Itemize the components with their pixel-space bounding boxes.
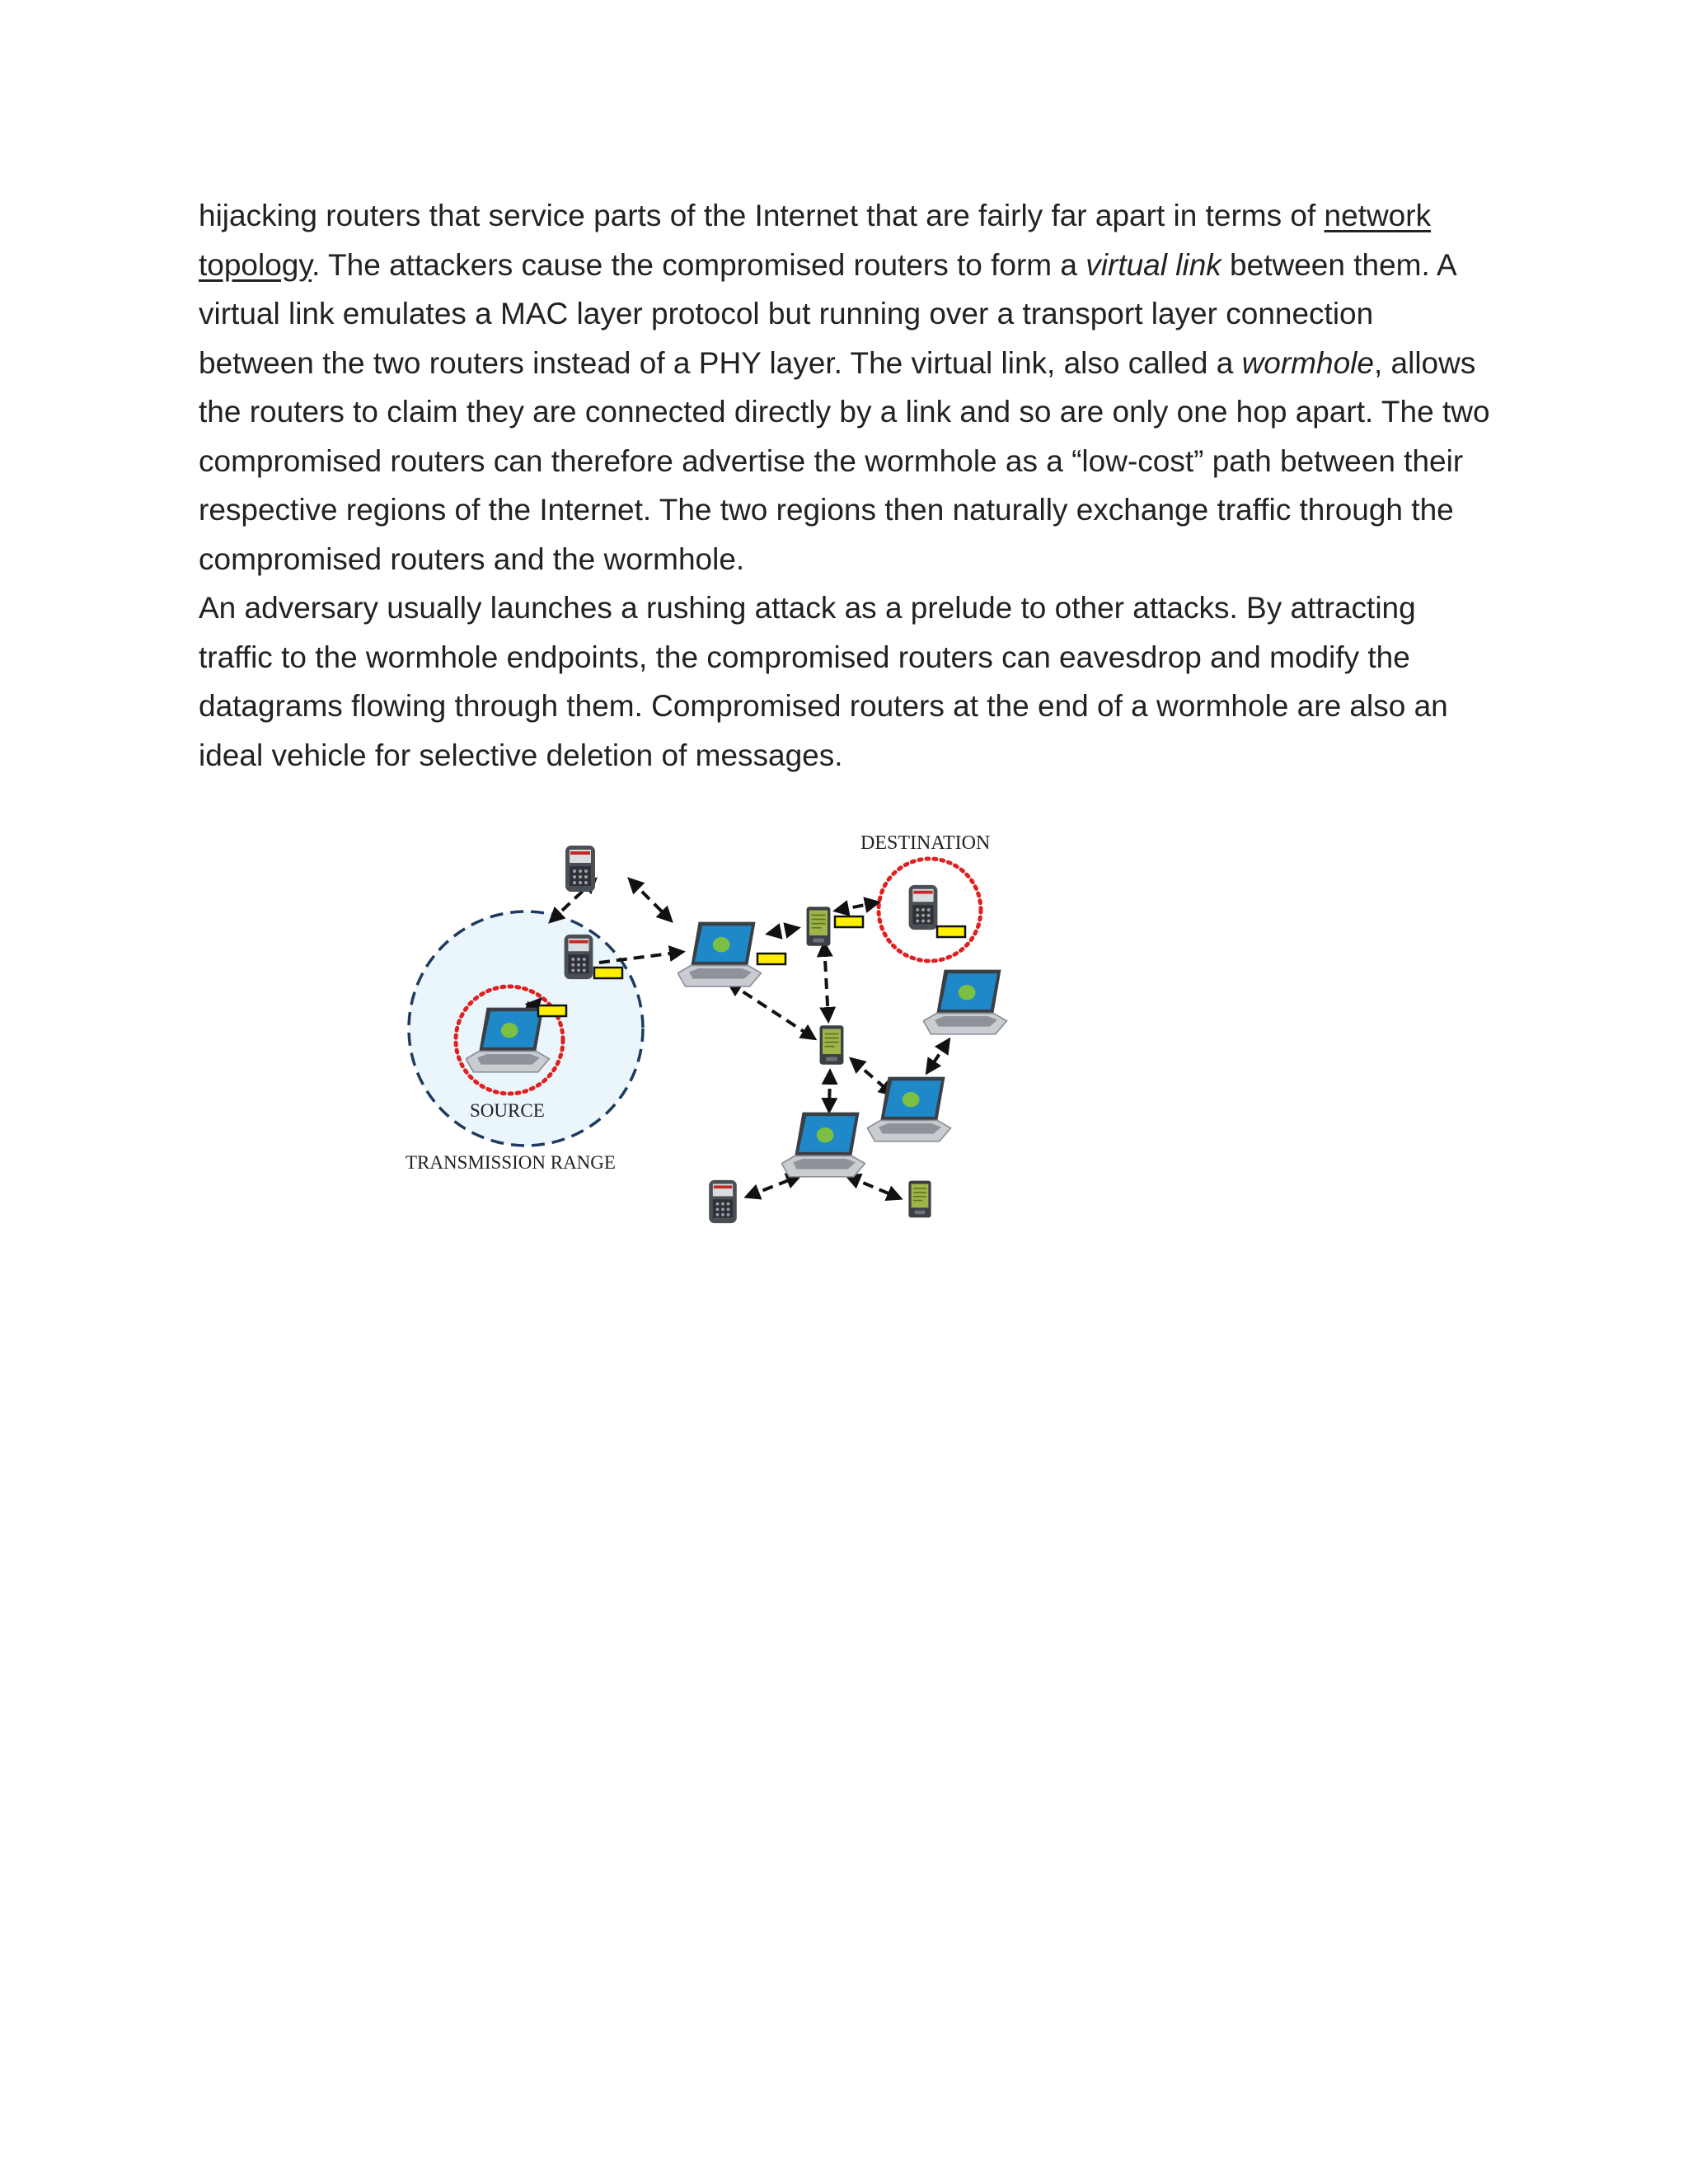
packet <box>937 926 965 937</box>
text-line: virtual link emulates a MAC layer protocol but running over a transport layer connection <box>199 297 1374 330</box>
right-laptop-icon <box>923 970 1006 1034</box>
link-bottom-pda <box>847 1176 900 1198</box>
link-laptop-pda <box>729 982 814 1038</box>
compromised-laptop-icon <box>678 922 761 987</box>
middle-pda-icon <box>820 1025 844 1065</box>
text-line: datagrams flowing through them. Compromised routers at the end of a wormhole are also an <box>199 689 1448 723</box>
top-phone-icon <box>565 846 595 892</box>
link-top-phone-right <box>630 879 671 921</box>
text-line <box>199 191 1501 241</box>
text-line <box>199 339 1501 388</box>
bottom-laptop-icon <box>781 1113 865 1177</box>
text-span: hijacking routers that service parts of the Internet that are fairly far apart in terms of <box>199 199 1325 232</box>
link-right-laptops <box>927 1040 949 1072</box>
network-diagram-svg <box>387 816 1047 1236</box>
text-line: compromised routers and the wormhole. <box>199 541 745 576</box>
wormhole-pda-icon <box>807 907 831 946</box>
packet <box>757 954 785 964</box>
destination-label: DESTINATION <box>860 832 991 854</box>
link-pda-vertical <box>824 944 828 1020</box>
bottom-phone-icon <box>709 1180 737 1223</box>
text-line: the routers to claim they are connected directly by a link and so are only one hop apart. The two <box>199 395 1490 429</box>
text-line <box>199 241 1501 290</box>
link-destination <box>836 902 878 911</box>
text-line: traffic to the wormhole endpoints, the compromised routers can eavesdrop and modify the <box>199 640 1410 674</box>
network-topology-link[interactable]: network <box>1324 199 1432 232</box>
text-span: between the two routers instead of a PHY layer. The virtual link, also called a <box>199 345 1242 380</box>
wormhole-term: wormhole <box>1241 345 1374 380</box>
text-line: compromised routers can therefore advertise the wormhole as a “low-cost” path between their <box>199 443 1464 478</box>
text-line: ideal vehicle for selective deletion of messages. <box>199 738 843 772</box>
bottom-pda-icon <box>908 1181 931 1218</box>
network-topology-link-continued[interactable]: topology <box>199 247 312 282</box>
text-span: . The attackers cause the compromised routers to form a <box>312 247 1086 282</box>
compromised-phone-icon <box>565 935 593 979</box>
network-diagram <box>387 816 1047 1236</box>
link-wormhole-right <box>768 928 798 934</box>
link-pda-bottom-laptop <box>829 1071 830 1111</box>
destination-phone-icon <box>909 885 938 930</box>
packet <box>538 1005 566 1016</box>
text-line: An adversary usually launches a rushing attack as a prelude to other attacks. By attracting <box>199 591 1416 625</box>
text-line: respective regions of the Internet. The two regions then naturally exchange traffic through the <box>199 493 1454 527</box>
link-bottom-phone <box>747 1176 799 1197</box>
packet <box>835 916 863 927</box>
packet <box>594 968 622 978</box>
virtual-link-term: virtual link <box>1085 247 1221 282</box>
text-span: , allows <box>1373 345 1476 380</box>
article-text <box>199 191 1501 780</box>
source-label: SOURCE <box>470 1100 545 1121</box>
lower-right-laptop-icon <box>867 1077 950 1141</box>
transmission-range-label: TRANSMISSION RANGE <box>406 1152 616 1173</box>
text-span: between them. A <box>1221 247 1457 282</box>
